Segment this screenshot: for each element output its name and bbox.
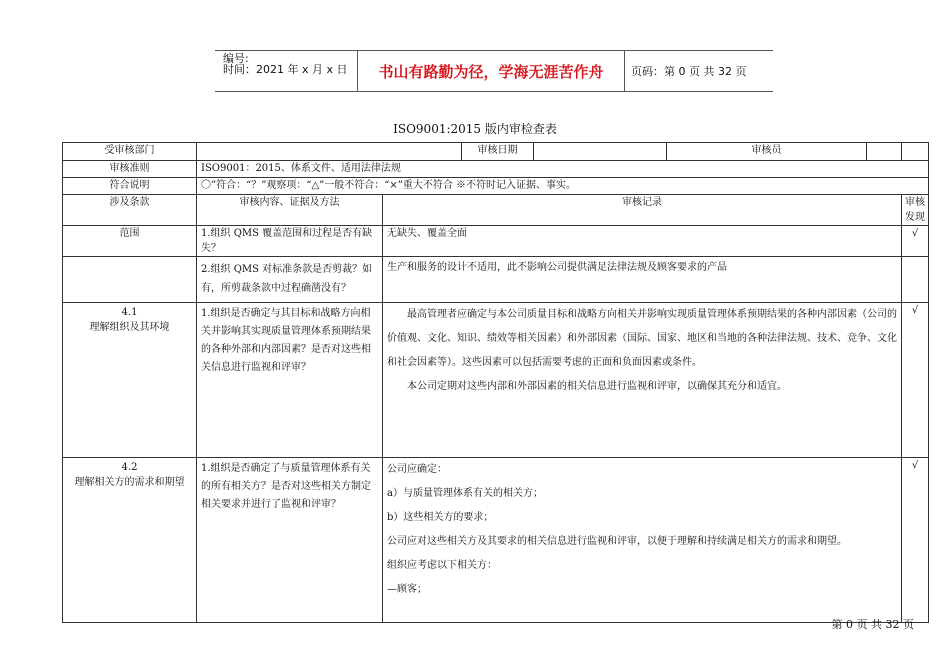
column-header-finding: 审核发现 — [902, 195, 929, 226]
table-row — [63, 143, 929, 161]
criteria-label: 审核准则 — [63, 161, 197, 178]
legend-value: 〇”符合：“？”观察项：“△”一般不符合：“×”重大不符合 ※不符时记入证据、事实。 — [197, 178, 929, 195]
table-row — [63, 303, 929, 458]
record-line: b）这些相关方的要求； — [387, 512, 494, 523]
record-cell — [383, 303, 902, 458]
content-cell: 2.组织 QMS 对标准条款是否剪裁？如有，所剪裁条款中过程确凿没有？ — [197, 257, 383, 303]
clause-cell: 范围 — [63, 226, 197, 257]
empty-cell — [902, 143, 929, 161]
header-page-info: 页码：第 0 页 共 32 页 — [631, 65, 747, 78]
record-cell: 生产和服务的设计不适用，此不影响公司提供满足法律法规及顾客要求的产品 — [383, 257, 902, 303]
column-header-content: 审核内容、证据及方法 — [197, 195, 383, 226]
header-motto: 书山有路勤为径，学海无涯苦作舟 — [357, 51, 625, 91]
auditor-value[interactable] — [867, 143, 902, 161]
clause-number: 4.2 — [121, 462, 138, 473]
table-row — [63, 257, 929, 303]
page-header — [215, 50, 773, 92]
clause-name: 理解组织及其环境 — [89, 322, 170, 333]
column-header-record: 审核记录 — [383, 195, 902, 226]
clause-name: 理解相关方的需求和期望 — [74, 477, 185, 488]
table-row — [63, 178, 929, 195]
record-line: 公司应对这些相关方及其要求的相关信息进行监视和评审，以便于理解和持续满足相关方的需求和期望。 — [387, 536, 847, 547]
record-line: 组织应考虑以下相关方： — [387, 560, 497, 571]
audit-checklist-table — [62, 142, 929, 623]
clause-cell — [63, 303, 197, 458]
finding-cell — [902, 257, 929, 303]
table-row — [63, 226, 929, 257]
clause-cell — [63, 458, 197, 623]
document-number-label: 编号: — [223, 52, 249, 65]
record-line: a）与质量管理体系有关的相关方； — [387, 488, 543, 499]
audited-dept-label: 受审核部门 — [63, 143, 197, 161]
audit-date-value[interactable] — [534, 143, 667, 161]
header-info-cell — [215, 51, 357, 91]
record-line: —顾客； — [387, 584, 427, 595]
column-header-row — [63, 195, 929, 226]
finding-cell: √ — [902, 226, 929, 257]
document-date: 时间：2021 年 x 月 x 日 — [223, 63, 348, 76]
finding-cell: √ — [902, 303, 929, 458]
legend-label: 符合说明 — [63, 178, 197, 195]
criteria-value: ISO9001：2015、体系文件、适用法律法规 — [197, 161, 929, 178]
clause-cell — [63, 257, 197, 303]
content-cell: 1.组织是否确定了与质量管理体系有关的所有相关方？是否对这些相关方制定相关要求并进行了监视和评审？ — [197, 458, 383, 623]
table-row — [63, 161, 929, 178]
finding-cell: √ — [902, 458, 929, 623]
record-cell: 无缺失、覆盖全面 — [383, 226, 902, 257]
page-footer: 第 0 页 共 32 页 — [831, 618, 914, 631]
document-title: ISO9001:2015 版内审检查表 — [393, 122, 557, 136]
record-paragraph: 最高管理者应确定与本公司质量目标和战略方向相关并影响实现质量管理体系预期结果的各种内部因素（公司的价值观、文化、知识、绩效等相关因素）和外部因素（国际、国家、地区和当地的各种法律法规、技术、竞争、文化和社会因素等）。这些因素可以包括需要考虑的正面和负面因素或条件。 — [387, 309, 897, 368]
clause-number: 4.1 — [121, 307, 138, 318]
content-cell: 1.组织是否确定与其目标和战略方向相关并影响其实现质量管理体系预期结果的各种外部和内部因素？是否对这些相关信息进行监视和评审？ — [197, 303, 383, 458]
record-paragraph: 本公司定期对这些内部和外部因素的相关信息进行监视和评审，以确保其充分和适宜。 — [407, 381, 787, 392]
content-cell: 1.组织 QMS 覆盖范围和过程是否有缺失？ — [197, 226, 383, 257]
audit-date-label: 审核日期 — [462, 143, 534, 161]
column-header-clause: 涉及条款 — [63, 195, 197, 226]
table-row — [63, 458, 929, 623]
record-line: 公司应确定： — [387, 464, 447, 475]
audited-dept-value[interactable] — [197, 143, 462, 161]
record-cell — [383, 458, 902, 623]
auditor-label: 审核员 — [667, 143, 867, 161]
